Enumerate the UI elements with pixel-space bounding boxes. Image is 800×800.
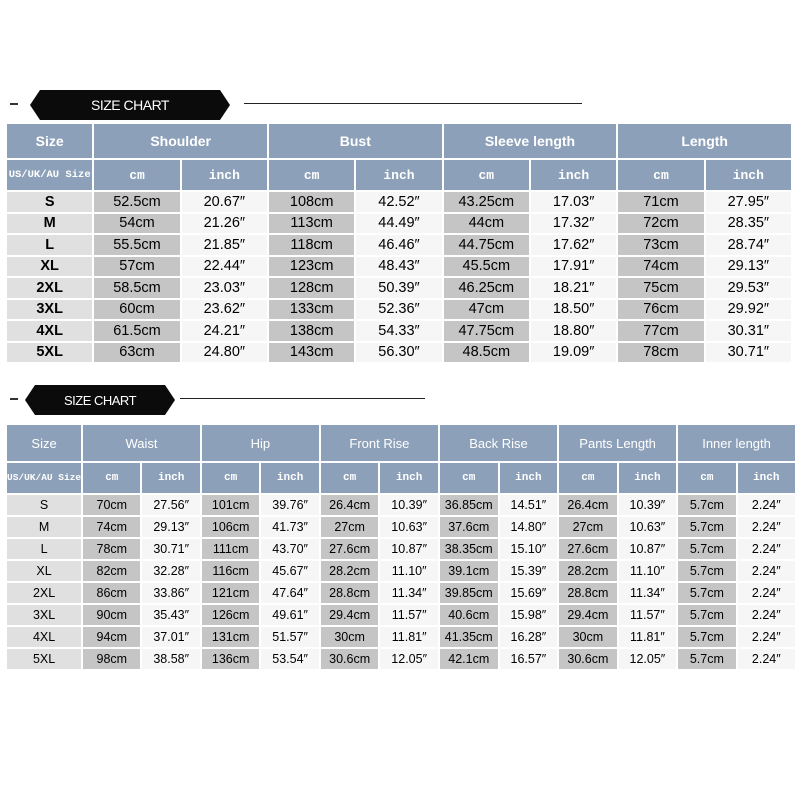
cm-value-cell: 133cm bbox=[269, 300, 354, 320]
header-length: Length bbox=[618, 124, 791, 158]
size-row bbox=[7, 539, 795, 559]
size-row bbox=[7, 649, 795, 669]
size-cell: 5XL bbox=[7, 649, 81, 669]
cm-value-cell: 28.8cm bbox=[321, 583, 379, 603]
cm-value-cell: 40.6cm bbox=[440, 605, 498, 625]
inch-value-cell: 51.57″ bbox=[261, 627, 318, 647]
inch-value-cell: 11.10″ bbox=[619, 561, 676, 581]
inch-value-cell: 39.76″ bbox=[261, 495, 318, 515]
cm-value-cell: 5.7cm bbox=[678, 649, 735, 669]
unit-inch: inch bbox=[500, 463, 557, 493]
cm-value-cell: 60cm bbox=[94, 300, 179, 320]
unit-inch: inch bbox=[706, 160, 791, 190]
size-cell: M bbox=[7, 517, 81, 537]
cm-value-cell: 44.75cm bbox=[444, 235, 529, 255]
cm-value-cell: 5.7cm bbox=[678, 517, 735, 537]
cm-value-cell: 5.7cm bbox=[678, 539, 735, 559]
inch-value-cell: 30.71″ bbox=[142, 539, 199, 559]
inch-value-cell: 2.24″ bbox=[738, 649, 795, 669]
inch-value-cell: 24.21″ bbox=[182, 321, 267, 341]
cm-value-cell: 76cm bbox=[618, 300, 703, 320]
inch-value-cell: 18.50″ bbox=[531, 300, 616, 320]
cm-value-cell: 71cm bbox=[618, 192, 703, 212]
cm-value-cell: 106cm bbox=[202, 517, 260, 537]
cm-value-cell: 90cm bbox=[83, 605, 140, 625]
size-row bbox=[7, 235, 791, 255]
header-size: Size bbox=[7, 425, 81, 461]
inch-value-cell: 37.01″ bbox=[142, 627, 199, 647]
inch-value-cell: 12.05″ bbox=[380, 649, 437, 669]
unit-inch: inch bbox=[619, 463, 676, 493]
cm-value-cell: 5.7cm bbox=[678, 627, 735, 647]
inch-value-cell: 46.46″ bbox=[356, 235, 441, 255]
cm-value-cell: 74cm bbox=[618, 257, 703, 277]
cm-value-cell: 27.6cm bbox=[321, 539, 379, 559]
banner-rule bbox=[244, 103, 582, 104]
cm-value-cell: 27.6cm bbox=[559, 539, 617, 559]
inch-value-cell: 52.36″ bbox=[356, 300, 441, 320]
inch-value-cell: 38.58″ bbox=[142, 649, 199, 669]
header-back-rise: Back Rise bbox=[440, 425, 557, 461]
inch-value-cell: 10.39″ bbox=[619, 495, 676, 515]
inch-value-cell: 49.61″ bbox=[261, 605, 318, 625]
inch-value-cell: 11.34″ bbox=[619, 583, 676, 603]
inch-value-cell: 22.44″ bbox=[182, 257, 267, 277]
unit-cm: cm bbox=[269, 160, 354, 190]
cm-value-cell: 28.8cm bbox=[559, 583, 617, 603]
cm-value-cell: 45.5cm bbox=[444, 257, 529, 277]
size-region-label: US/UK/AU Size bbox=[7, 160, 92, 190]
banner-left-notch bbox=[30, 90, 40, 120]
inch-value-cell: 10.39″ bbox=[380, 495, 437, 515]
inch-value-cell: 30.31″ bbox=[706, 321, 791, 341]
inch-value-cell: 30.71″ bbox=[706, 343, 791, 363]
size-cell: 5XL bbox=[7, 343, 92, 363]
size-row bbox=[7, 605, 795, 625]
size-cell: 4XL bbox=[7, 627, 81, 647]
inch-value-cell: 54.33″ bbox=[356, 321, 441, 341]
size-cell: XL bbox=[7, 257, 92, 277]
inch-value-cell: 11.81″ bbox=[619, 627, 676, 647]
cm-value-cell: 82cm bbox=[83, 561, 140, 581]
cm-value-cell: 44cm bbox=[444, 214, 529, 234]
cm-value-cell: 5.7cm bbox=[678, 495, 735, 515]
unit-cm: cm bbox=[83, 463, 140, 493]
cm-value-cell: 128cm bbox=[269, 278, 354, 298]
cm-value-cell: 72cm bbox=[618, 214, 703, 234]
cm-value-cell: 123cm bbox=[269, 257, 354, 277]
size-row bbox=[7, 257, 791, 277]
size-cell: XL bbox=[7, 561, 81, 581]
cm-value-cell: 39.1cm bbox=[440, 561, 498, 581]
cm-value-cell: 74cm bbox=[83, 517, 140, 537]
cm-value-cell: 108cm bbox=[269, 192, 354, 212]
inch-value-cell: 16.57″ bbox=[500, 649, 557, 669]
size-row bbox=[7, 495, 795, 515]
inch-value-cell: 41.73″ bbox=[261, 517, 318, 537]
cm-value-cell: 5.7cm bbox=[678, 583, 735, 603]
size-cell: L bbox=[7, 539, 81, 559]
size-cell: L bbox=[7, 235, 92, 255]
cm-value-cell: 116cm bbox=[202, 561, 260, 581]
inch-value-cell: 12.05″ bbox=[619, 649, 676, 669]
inch-value-cell: 2.24″ bbox=[738, 539, 795, 559]
unit-inch: inch bbox=[142, 463, 199, 493]
inch-value-cell: 23.03″ bbox=[182, 278, 267, 298]
inch-value-cell: 19.09″ bbox=[531, 343, 616, 363]
size-row bbox=[7, 561, 795, 581]
cm-value-cell: 70cm bbox=[83, 495, 140, 515]
cm-value-cell: 77cm bbox=[618, 321, 703, 341]
cm-value-cell: 75cm bbox=[618, 278, 703, 298]
unit-inch: inch bbox=[380, 463, 437, 493]
cm-value-cell: 54cm bbox=[94, 214, 179, 234]
inch-value-cell: 2.24″ bbox=[738, 627, 795, 647]
inch-value-cell: 2.24″ bbox=[738, 495, 795, 515]
cm-value-cell: 26.4cm bbox=[559, 495, 617, 515]
size-row bbox=[7, 343, 791, 363]
inch-value-cell: 2.24″ bbox=[738, 517, 795, 537]
inch-value-cell: 50.39″ bbox=[356, 278, 441, 298]
inch-value-cell: 18.80″ bbox=[531, 321, 616, 341]
banner-right-notch bbox=[220, 90, 230, 120]
inch-value-cell: 28.74″ bbox=[706, 235, 791, 255]
cm-value-cell: 126cm bbox=[202, 605, 260, 625]
cm-value-cell: 118cm bbox=[269, 235, 354, 255]
unit-inch: inch bbox=[738, 463, 795, 493]
unit-inch: inch bbox=[531, 160, 616, 190]
inch-value-cell: 11.57″ bbox=[380, 605, 437, 625]
top-header-row bbox=[7, 124, 791, 158]
size-row bbox=[7, 517, 795, 537]
cm-value-cell: 61.5cm bbox=[94, 321, 179, 341]
inch-value-cell: 11.57″ bbox=[619, 605, 676, 625]
cm-value-cell: 5.7cm bbox=[678, 605, 735, 625]
inch-value-cell: 29.53″ bbox=[706, 278, 791, 298]
inch-value-cell: 15.98″ bbox=[500, 605, 557, 625]
bottom-size-chart-banner bbox=[0, 385, 430, 415]
banner-lead-dash bbox=[10, 398, 18, 400]
inch-value-cell: 24.80″ bbox=[182, 343, 267, 363]
inch-value-cell: 44.49″ bbox=[356, 214, 441, 234]
cm-value-cell: 5.7cm bbox=[678, 561, 735, 581]
header-hip: Hip bbox=[202, 425, 319, 461]
inch-value-cell: 2.24″ bbox=[738, 583, 795, 603]
cm-value-cell: 48.5cm bbox=[444, 343, 529, 363]
cm-value-cell: 94cm bbox=[83, 627, 140, 647]
cm-value-cell: 46.25cm bbox=[444, 278, 529, 298]
inch-value-cell: 2.24″ bbox=[738, 561, 795, 581]
banner-rule bbox=[180, 398, 425, 399]
inch-value-cell: 42.52″ bbox=[356, 192, 441, 212]
inch-value-cell: 10.63″ bbox=[380, 517, 437, 537]
unit-inch: inch bbox=[356, 160, 441, 190]
inch-value-cell: 48.43″ bbox=[356, 257, 441, 277]
cm-value-cell: 73cm bbox=[618, 235, 703, 255]
cm-value-cell: 143cm bbox=[269, 343, 354, 363]
top-size-table bbox=[5, 122, 793, 364]
size-cell: S bbox=[7, 495, 81, 515]
cm-value-cell: 30cm bbox=[559, 627, 617, 647]
inch-value-cell: 11.81″ bbox=[380, 627, 437, 647]
cm-value-cell: 78cm bbox=[618, 343, 703, 363]
size-cell: 3XL bbox=[7, 300, 92, 320]
inch-value-cell: 28.35″ bbox=[706, 214, 791, 234]
header-inner-length: Inner length bbox=[678, 425, 795, 461]
inch-value-cell: 27.56″ bbox=[142, 495, 199, 515]
inch-value-cell: 56.30″ bbox=[356, 343, 441, 363]
cm-value-cell: 41.35cm bbox=[440, 627, 498, 647]
inch-value-cell: 10.87″ bbox=[619, 539, 676, 559]
size-row bbox=[7, 583, 795, 603]
unit-inch: inch bbox=[182, 160, 267, 190]
cm-value-cell: 101cm bbox=[202, 495, 260, 515]
size-row bbox=[7, 300, 791, 320]
cm-value-cell: 86cm bbox=[83, 583, 140, 603]
inch-value-cell: 33.86″ bbox=[142, 583, 199, 603]
unit-cm: cm bbox=[202, 463, 260, 493]
banner-lead-dash bbox=[10, 103, 18, 105]
inch-value-cell: 10.63″ bbox=[619, 517, 676, 537]
cm-value-cell: 37.6cm bbox=[440, 517, 498, 537]
size-row bbox=[7, 192, 791, 212]
inch-value-cell: 18.21″ bbox=[531, 278, 616, 298]
size-cell: M bbox=[7, 214, 92, 234]
cm-value-cell: 30.6cm bbox=[321, 649, 379, 669]
top-banner-title: SIZE CHART bbox=[40, 90, 220, 120]
inch-value-cell: 29.92″ bbox=[706, 300, 791, 320]
inch-value-cell: 2.24″ bbox=[738, 605, 795, 625]
header-shoulder: Shoulder bbox=[94, 124, 267, 158]
cm-value-cell: 63cm bbox=[94, 343, 179, 363]
inch-value-cell: 32.28″ bbox=[142, 561, 199, 581]
banner-left-notch bbox=[25, 385, 35, 415]
inch-value-cell: 11.34″ bbox=[380, 583, 437, 603]
cm-value-cell: 28.2cm bbox=[559, 561, 617, 581]
cm-value-cell: 113cm bbox=[269, 214, 354, 234]
cm-value-cell: 47cm bbox=[444, 300, 529, 320]
bottom-header-row bbox=[7, 425, 795, 461]
bottom-banner-title: SIZE CHART bbox=[35, 385, 165, 415]
inch-value-cell: 10.87″ bbox=[380, 539, 437, 559]
header-waist: Waist bbox=[83, 425, 200, 461]
size-cell: 4XL bbox=[7, 321, 92, 341]
inch-value-cell: 15.10″ bbox=[500, 539, 557, 559]
size-cell: 2XL bbox=[7, 278, 92, 298]
size-cell: 3XL bbox=[7, 605, 81, 625]
unit-cm: cm bbox=[444, 160, 529, 190]
bottom-unit-row bbox=[7, 463, 795, 493]
cm-value-cell: 26.4cm bbox=[321, 495, 379, 515]
cm-value-cell: 30cm bbox=[321, 627, 379, 647]
size-row bbox=[7, 278, 791, 298]
unit-cm: cm bbox=[559, 463, 617, 493]
cm-value-cell: 58.5cm bbox=[94, 278, 179, 298]
header-sleeve-length: Sleeve length bbox=[444, 124, 617, 158]
cm-value-cell: 55.5cm bbox=[94, 235, 179, 255]
inch-value-cell: 16.28″ bbox=[500, 627, 557, 647]
banner-right-notch bbox=[165, 385, 175, 415]
cm-value-cell: 98cm bbox=[83, 649, 140, 669]
inch-value-cell: 23.62″ bbox=[182, 300, 267, 320]
inch-value-cell: 29.13″ bbox=[142, 517, 199, 537]
cm-value-cell: 27cm bbox=[559, 517, 617, 537]
inch-value-cell: 21.26″ bbox=[182, 214, 267, 234]
inch-value-cell: 21.85″ bbox=[182, 235, 267, 255]
cm-value-cell: 52.5cm bbox=[94, 192, 179, 212]
cm-value-cell: 38.35cm bbox=[440, 539, 498, 559]
cm-value-cell: 138cm bbox=[269, 321, 354, 341]
cm-value-cell: 78cm bbox=[83, 539, 140, 559]
cm-value-cell: 121cm bbox=[202, 583, 260, 603]
cm-value-cell: 39.85cm bbox=[440, 583, 498, 603]
unit-cm: cm bbox=[321, 463, 379, 493]
size-row bbox=[7, 321, 791, 341]
size-cell: S bbox=[7, 192, 92, 212]
unit-cm: cm bbox=[440, 463, 498, 493]
bottom-size-table bbox=[5, 423, 797, 671]
cm-value-cell: 30.6cm bbox=[559, 649, 617, 669]
cm-value-cell: 57cm bbox=[94, 257, 179, 277]
header-front-rise: Front Rise bbox=[321, 425, 438, 461]
unit-cm: cm bbox=[678, 463, 735, 493]
inch-value-cell: 14.80″ bbox=[500, 517, 557, 537]
cm-value-cell: 43.25cm bbox=[444, 192, 529, 212]
cm-value-cell: 29.4cm bbox=[559, 605, 617, 625]
cm-value-cell: 36.85cm bbox=[440, 495, 498, 515]
unit-cm: cm bbox=[618, 160, 703, 190]
inch-value-cell: 47.64″ bbox=[261, 583, 318, 603]
cm-value-cell: 42.1cm bbox=[440, 649, 498, 669]
inch-value-cell: 17.62″ bbox=[531, 235, 616, 255]
unit-cm: cm bbox=[94, 160, 179, 190]
size-region-label: US/UK/AU Size bbox=[7, 463, 81, 493]
inch-value-cell: 53.54″ bbox=[261, 649, 318, 669]
cm-value-cell: 27cm bbox=[321, 517, 379, 537]
cm-value-cell: 136cm bbox=[202, 649, 260, 669]
header-size: Size bbox=[7, 124, 92, 158]
unit-inch: inch bbox=[261, 463, 318, 493]
inch-value-cell: 20.67″ bbox=[182, 192, 267, 212]
cm-value-cell: 131cm bbox=[202, 627, 260, 647]
inch-value-cell: 17.91″ bbox=[531, 257, 616, 277]
top-size-chart-banner bbox=[0, 90, 600, 120]
inch-value-cell: 35.43″ bbox=[142, 605, 199, 625]
inch-value-cell: 17.32″ bbox=[531, 214, 616, 234]
cm-value-cell: 111cm bbox=[202, 539, 260, 559]
size-row bbox=[7, 214, 791, 234]
size-cell: 2XL bbox=[7, 583, 81, 603]
inch-value-cell: 11.10″ bbox=[380, 561, 437, 581]
inch-value-cell: 45.67″ bbox=[261, 561, 318, 581]
cm-value-cell: 28.2cm bbox=[321, 561, 379, 581]
inch-value-cell: 29.13″ bbox=[706, 257, 791, 277]
cm-value-cell: 47.75cm bbox=[444, 321, 529, 341]
inch-value-cell: 17.03″ bbox=[531, 192, 616, 212]
inch-value-cell: 15.69″ bbox=[500, 583, 557, 603]
inch-value-cell: 27.95″ bbox=[706, 192, 791, 212]
inch-value-cell: 43.70″ bbox=[261, 539, 318, 559]
top-unit-row bbox=[7, 160, 791, 190]
size-row bbox=[7, 627, 795, 647]
header-bust: Bust bbox=[269, 124, 442, 158]
header-pants-length: Pants Length bbox=[559, 425, 676, 461]
inch-value-cell: 15.39″ bbox=[500, 561, 557, 581]
inch-value-cell: 14.51″ bbox=[500, 495, 557, 515]
cm-value-cell: 29.4cm bbox=[321, 605, 379, 625]
